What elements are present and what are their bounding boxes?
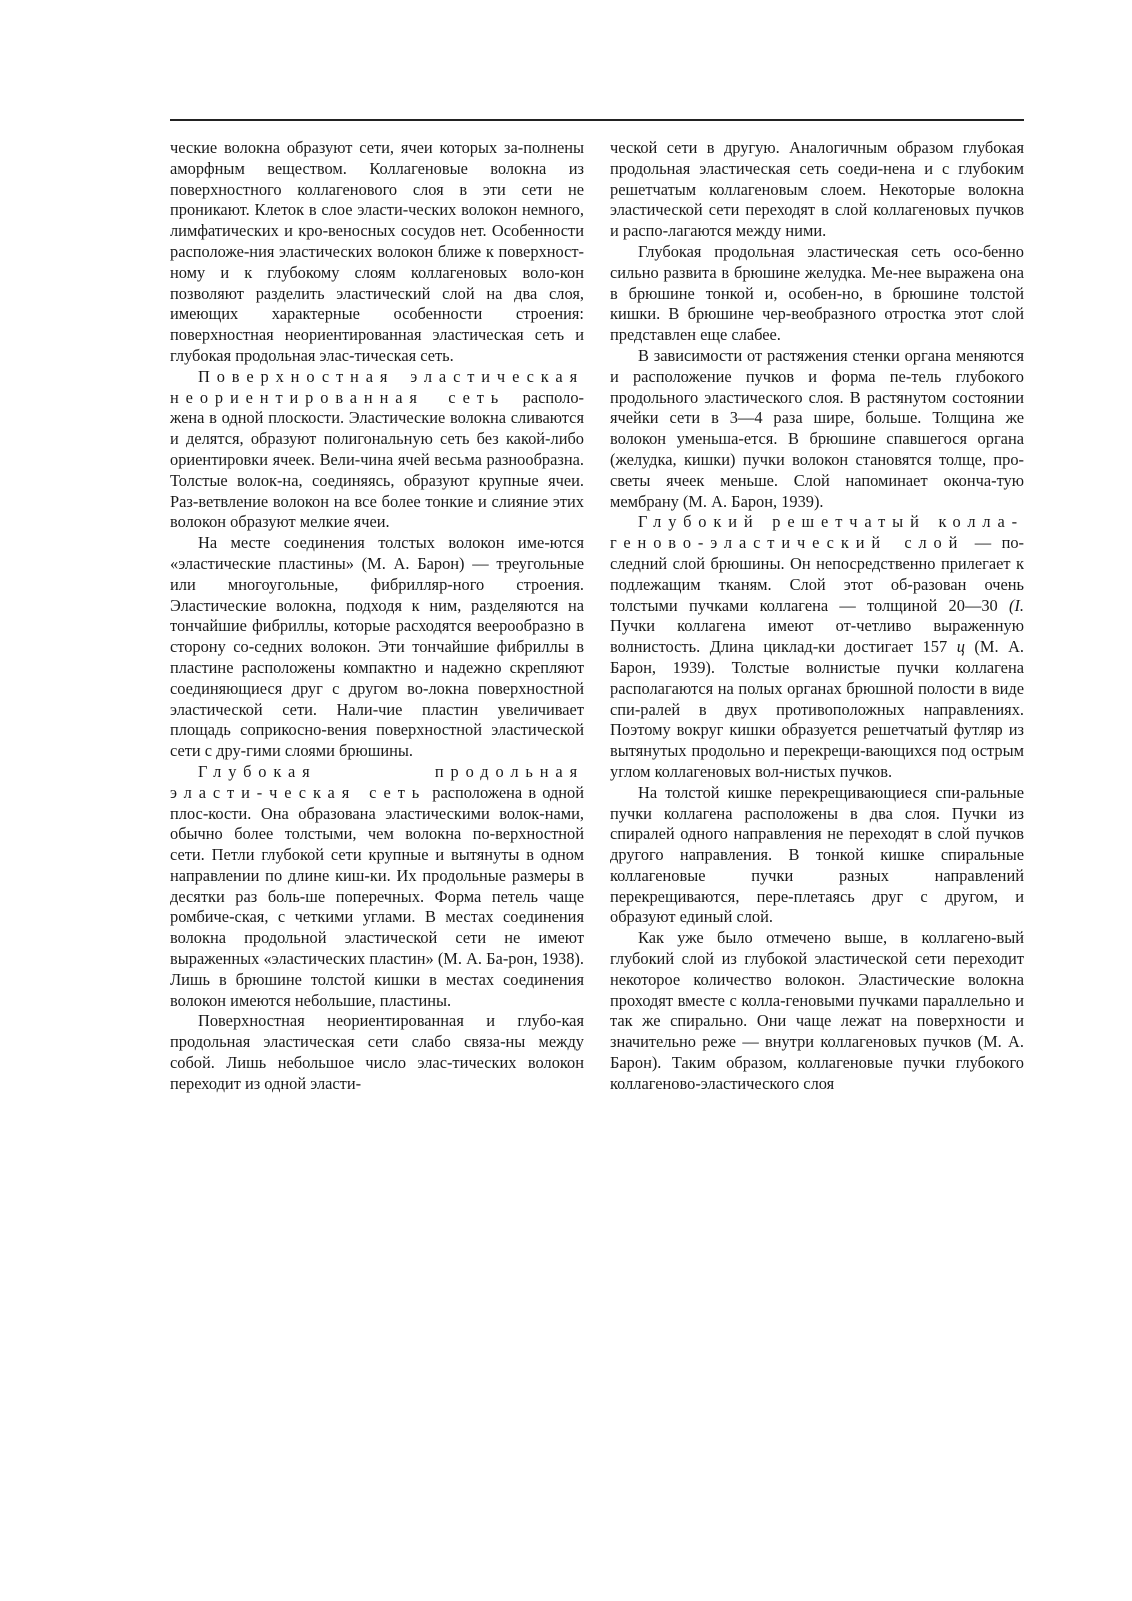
paragraph: Глубокая продольная эластическая сеть осо-бенно сильно развита в брюшине желудка. Ме-нее выражена она в брюшине тонкой и, особен-но, в брюшине толстой кишки. В брюшине чер-веобразного отростка этот слой представлен еще слабее.: [610, 241, 1024, 345]
paragraph: ческие волокна образуют сети, ячеи которых за-полнены аморфным веществом. Коллагеновые волокна из поверхностного коллагенового слоя в эти сети не проникают. Клеток в слое эласти-ческих волокон немного, лимфатических и кро-веносных сосудов нет. Особенности расположе-ния эластических волокон ближе к поверхност-ному и к глубокому слоям коллагеновых воло-кон позволяют разделить эластический слой на два слоя, имеющих характерные особенности строения: поверхностная неориентированная эластическая сеть и глубокая продольная элас-тическая сеть.: [170, 138, 584, 365]
paragraph: На толстой кишке перекрещивающиеся спи-ральные пучки коллагена расположены в два слоя. Пучки из спиралей одного направления не переходят в слой пучков другого направления. В тонкой кишке спиральные коллагеновые пучки разных направлений перекрещиваются, пере-плетаясь друг с другом, и образуют единый слой.: [610, 782, 1024, 927]
left-column: [170, 138, 584, 1095]
paragraph: На месте соединения толстых волокон име-ются «эластические пластины» (М. А. Барон) — треугольные или многоугольные, фибрилляр-ного строения. Эластические волокна, подходя к ним, разделяются на тончайшие фибриллы, которые расходятся веерообразно в сторону со-седних волокон. Эти тончайшие фибриллы в пластине расположены компактно и надежно скрепляют соединяющиеся друг с другом во-локна поверхностной эластической сети. Нали-чие пластин увеличивает площадь соприкосно-вения поверхностной эластической сети с дру-гими слоями брюшины.: [170, 533, 584, 761]
header-rule: [170, 119, 1024, 121]
paragraph: [170, 367, 584, 533]
paragraph: Как уже было отмечено выше, в коллагено-вый глубокий слой из глубокой эластической сети переходит некоторое количество волокон. Эластические волокна проходят вместе с колла-геновыми пучками параллельно и так же спирально. Они чаще лежат на поверхности и значительно реже — внутри коллагеновых пучков (М. А. Барон). Таким образом, коллагеновые пучки глубокого коллагеново-эластического слоя: [610, 928, 1024, 1093]
italic-symbol: ц: [956, 637, 965, 657]
paragraph: Поверхностная неориентированная и глубо-кая продольная эластическая сети слабо связа-ны между собой. Лишь небольшое число элас-тических волокон переходит из одной эласти-: [170, 1011, 584, 1093]
paragraph-text: ки достигает 157: [818, 637, 957, 657]
paragraph: В зависимости от растяжения стенки органа меняются и расположение пучков и форма пе-тель глубокого продольного эластического слоя. В растянутом состоянии ячейки сети в 3—4 раза шире, больше. Толщина же волокон уменьша-ется. В брюшине спавшегося органа (желудка, кишки) пучки волокон становятся толще, про-светы ячеек меньше. Слой напоминает оконча-тую мембрану (М. А. Барон, 1939).: [610, 345, 1024, 511]
spaced-term: Поверхностная эластическая неориентированная сеть: [170, 366, 584, 407]
paragraph-text: Пучки коллагена имеют от-четливо выраженную волнистость. Длина циклад-: [610, 616, 1024, 657]
paragraph: [170, 762, 584, 1012]
paragraph-text: располо-жена в одной плоскости. Эластические волокна сливаются и делятся, образуют полигональную сеть без какой-либо ориентировки ячеек. Вели-чина ячей весьма разнообразна. Толстые волок-на, соединяясь, образуют крупные ячеи. Раз-ветвление волокон на все более тонкие и слияние этих волокон образуют мелкие ячеи.: [170, 387, 584, 532]
paragraph-text: расположена в одной плос-кости. Она образована эластическими волок-нами, обычно более толстыми, чем волокна по-верхностной сети. Петли глубокой сети крупные и вытянуты в одном направлении по длине киш-ки. Их продольные размеры в десятки раз боль-ше поперечных. Форма петель чаще ромбиче-ская, с четкими углами. В местах соединения волокна продольной эластической сети не имеют выраженных «эластических пластин» (М. А. Ба-рон, 1938). Лишь в брюшине толстой кишки в местах соединения волокон имеются небольшие, пластины.: [170, 782, 585, 1010]
paragraph-text: — по-следний слой брюшины. Он непосредственно прилегает к подлежащим тканям. Слой этот об-разован очень толстыми пучками коллагена — толщиной 20—30: [610, 533, 1024, 615]
italic-symbol: (I.: [1008, 595, 1024, 615]
spaced-term: Глубокая продольная эласти-ческая сеть: [170, 761, 584, 802]
paragraph: ческой сети в другую. Аналогичным образом глубокая продольная эластическая сеть соеди-нена и с глубоким решетчатым коллагеновым слоем. Некоторые волокна эластической сети переходят в слой коллагеновых пучков и распо-лагаются между ними.: [610, 138, 1024, 241]
right-column: [610, 138, 1024, 1095]
paragraph: [610, 512, 1024, 782]
paragraph-text: (М. А. Барон, 1939). Толстые волнистые пучки коллагена располагаются на полых органах брюшной полости в виде спи-ралей в двух противоположных направлениях. Поэтому вокруг кишки образуется решетчатый футляр из вытянутых продольно и перекрещи-вающихся под острым углом коллагеновых вол-нистых пучков.: [610, 637, 1025, 781]
spaced-term: Глубокий решетчатый колла-геново-эластический слой: [610, 512, 1024, 553]
